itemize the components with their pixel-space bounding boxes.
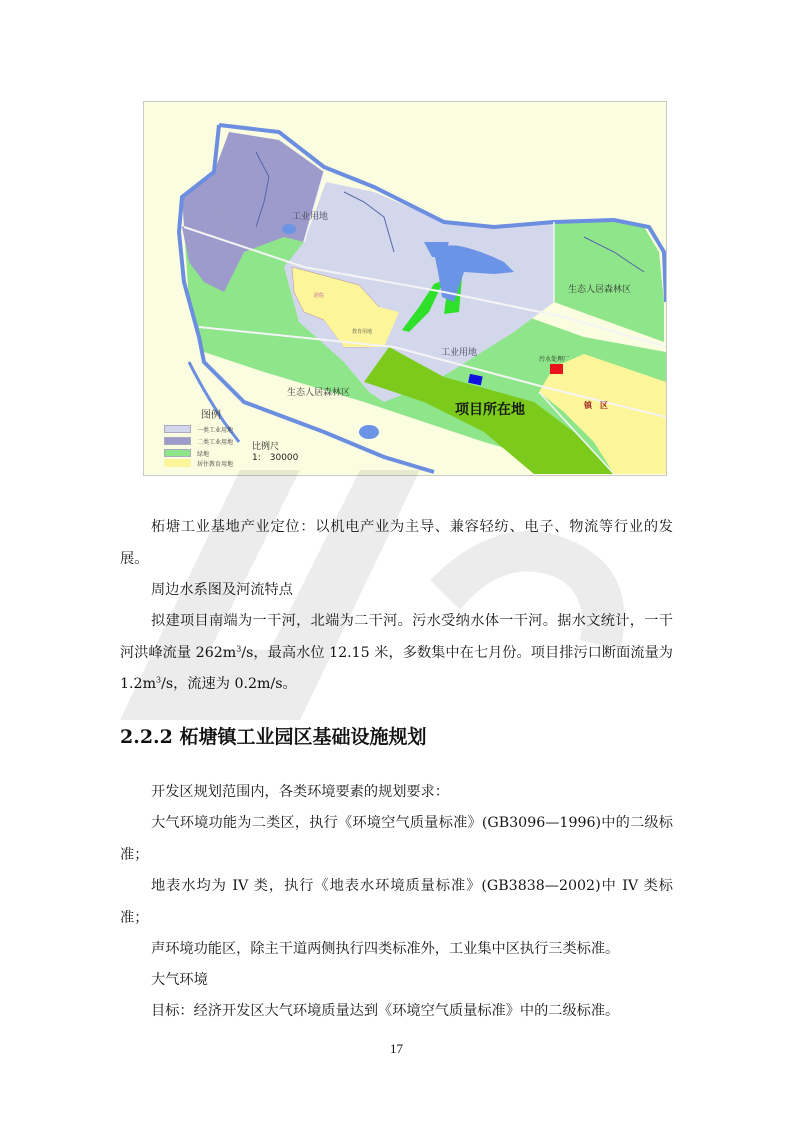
paragraph-planning-requirements: 开发区规划范围内，各类环境要素的规划要求：: [151, 784, 449, 800]
legend-item: [164, 448, 209, 458]
page-number: 17: [390, 1041, 403, 1056]
paragraph-river-characteristics: [120, 606, 673, 701]
legend-swatch-green: [164, 449, 191, 457]
legend-label: 二类工业用地: [197, 438, 234, 446]
legend-title: 图例: [201, 410, 221, 421]
label-town-area: 镇 区: [584, 401, 608, 410]
label-project-site: 项目所在地: [455, 402, 525, 418]
paragraph-noise-standard: 声环境功能区，除主干道两侧执行四类标准外，工业集中区执行三类标准。: [151, 941, 620, 957]
text-run: 拟建项目南端为一干河，北端为二干河。污水受纳水体一干河。据水文统计，一干河洪峰流量 262m: [120, 613, 673, 661]
legend-swatch-residential: [164, 459, 191, 467]
legend-item: [164, 436, 233, 446]
label-industrial-center: 工业用地: [441, 348, 478, 358]
map-scale: [252, 442, 298, 464]
paragraph-industry-positioning: 柘塘工业基地产业定位：以机电产业为主导、兼容轻纺、电子、物流等行业的发展。: [120, 519, 673, 567]
label-residential: 居住: [314, 293, 325, 299]
paragraph-water-standard: 地表水均为 IV 类，执行《地表水环境质量标准》(GB3838—2002)中 IV 类标准；: [120, 878, 673, 926]
text-run: /s，流速为 0.2m/s。: [161, 676, 297, 692]
legend-swatch-industrial-1: [164, 425, 191, 433]
label-education: 教育用地: [352, 329, 373, 335]
paragraph-air-environment: 大气环境: [151, 972, 208, 988]
label-eco-forest-west: 生态人居森林区: [287, 388, 351, 398]
label-industrial-nw: 工业用地: [292, 212, 329, 222]
paragraph-air-target: 目标：经济开发区大气环境质量达到《环境空气质量标准》中的二级标准。: [151, 1003, 620, 1019]
legend-swatch-industrial-2: [164, 437, 191, 445]
legend-label: 一类工业用地: [197, 426, 234, 434]
superscript: 3: [236, 643, 242, 653]
scale-label: 比例尺: [252, 442, 280, 452]
label-sewage-plant: 污水处理厂: [539, 356, 570, 363]
land-use-map: [143, 101, 667, 476]
legend-item: [164, 458, 233, 468]
label-eco-forest-east: 生态人居森林区: [568, 285, 632, 295]
legend-label: 居住教育用地: [197, 460, 234, 468]
superscript: 3: [156, 675, 162, 685]
paragraph-air-standard: 大气环境功能为二类区，执行《环境空气质量标准》(GB3096—1996)中的二级标准；: [120, 815, 673, 863]
text-run: /s，最高水位 12.15 米，多数集中在七月份。项目排污口断面流量为 1.2m: [120, 644, 673, 692]
scale-value: 1: 30000: [252, 453, 299, 463]
legend-label: 绿地: [197, 450, 210, 458]
section-heading: 2.2.2 柘塘镇工业园区基础设施规划: [120, 726, 427, 748]
paragraph-water-system-heading: 周边水系图及河流特点: [151, 582, 293, 598]
legend-item: [164, 424, 233, 434]
